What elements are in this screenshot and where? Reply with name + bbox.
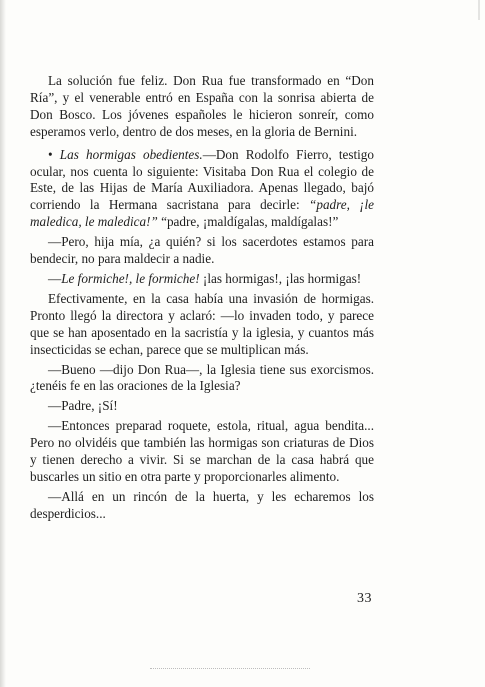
paragraph-text: —Allá en un rincón de la huerta, y les echaremos los desperdicios... (30, 488, 374, 521)
italic-text: Le formiche!, le formiche! (61, 270, 200, 286)
paragraph-text: —Bueno —dijo Don Rua—, la Iglesia tiene sus exorcismos. ¿tenéis fe en las oraciones de la Iglesia? (30, 361, 374, 394)
paragraph-text: —Pero, hija mía, ¿a quién? si los sacerdotes estamos para bendecir, no para maldecir a nadie. (30, 234, 374, 267)
paragraph-text: Efectivamente, en la casa había una invasión de hormigas. Pronto llegó la directora y aclaró: —lo invaden todo, y parece que se han aposentado en la sacristía y la iglesia, y cuantos más insecticidas se echan, parece que se multiplican más. (30, 290, 374, 357)
paragraph-text: La solución fue feliz. Don Rua fue transformado en “Don Ría”, y el venerable entró en España con la sonrisa abierta de Don Bosco. Los jóvenes españoles le hicieron sonreír, como esperamos verlo, dentro de dos meses, en la gloria de Bernini. (30, 73, 374, 139)
paragraph-text: • (48, 146, 60, 162)
italic-text: Las hormigas obedientes. (59, 146, 203, 162)
paragraph-text: —Don Rodolfo Fierro, testigo ocular, nos cuenta lo siguiente: Visitaba Don Rua el colegio de Este, de las Hijas de María Auxiliadora. Apenas llegado, bajó corriendo la Hermana sacristana para decirle: (30, 146, 374, 213)
page-number: 33 (357, 591, 372, 606)
scan-edge-mark (478, 0, 480, 20)
paragraph-text: —Padre, ¡Sí! (48, 398, 118, 414)
scan-bottom-dots (150, 668, 310, 669)
paragraph (30, 147, 374, 232)
paragraph (30, 398, 374, 415)
paragraph-text: — (48, 270, 62, 286)
paragraph (30, 271, 374, 288)
paragraph (30, 234, 374, 268)
paragraph (30, 362, 374, 396)
paragraph-text: —Entonces preparad roquete, estola, ritual, agua bendita... Pero no olvidéis que también las hormigas son criaturas de Dios y tienen derecho a vivir. Si se marchan de la casa habrá que buscarles un sitio en otra parte y proporcionarles alimento. (30, 418, 374, 484)
paragraph (30, 489, 374, 523)
body-text (30, 73, 374, 526)
paragraph-text: “padre, ¡maldígalas, maldígalas!” (157, 214, 339, 230)
paragraph (30, 73, 374, 141)
italic-text: “padre, ¡le maledica, le maledica!” (30, 197, 374, 230)
paragraph (30, 418, 374, 486)
binding-edge-shadow (0, 0, 6, 687)
paragraph (30, 291, 374, 359)
paragraph-text: ¡las hormigas!, ¡las hormigas! (199, 270, 362, 286)
